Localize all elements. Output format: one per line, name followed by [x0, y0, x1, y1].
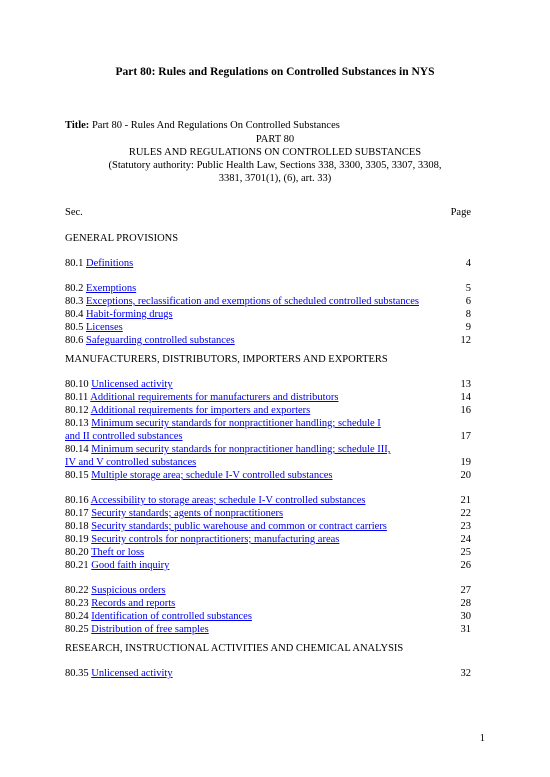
entry-page: 22 — [460, 508, 471, 519]
entry-page: 31 — [460, 624, 471, 635]
entry-page: 24 — [460, 534, 471, 545]
entry-number: 80.13 — [65, 418, 89, 429]
entry-link[interactable]: Suspicious orders — [91, 585, 166, 596]
sec-label: Sec. — [65, 207, 83, 218]
toc-entry — [65, 533, 471, 546]
entry-page: 8 — [465, 309, 471, 320]
entry-link-continuation[interactable]: and II controlled substances — [65, 431, 183, 442]
entry-link[interactable]: Minimum security standards for nonpractitioner handling; schedule III, — [91, 444, 391, 455]
entry-number: 80.5 — [65, 322, 84, 333]
entry-link[interactable]: Good faith inquiry — [91, 560, 170, 571]
toc-entry — [65, 404, 471, 417]
toc-entry — [65, 417, 471, 430]
entry-page: 9 — [465, 322, 471, 333]
entry-number: 80.20 — [65, 547, 89, 558]
entry-link[interactable]: Unlicensed activity — [91, 668, 173, 679]
toc-entry — [65, 443, 471, 456]
toc-entry — [65, 295, 471, 308]
toc-entry — [65, 597, 471, 610]
entry-link[interactable]: Security controls for nonpractitioners; manufacturing areas — [91, 534, 340, 545]
entry-number: 80.1 — [65, 258, 84, 269]
toc-entry — [65, 520, 471, 533]
section-heading-manufacturers: MANUFACTURERS, DISTRIBUTORS, IMPORTERS AND EXPORTERS — [65, 354, 388, 365]
entry-number: 80.15 — [65, 470, 89, 481]
toc-entry-continuation — [65, 456, 471, 469]
section-heading-general: GENERAL PROVISIONS — [65, 233, 179, 244]
entry-link[interactable]: Exceptions, reclassification and exemptions of scheduled controlled substances — [86, 296, 419, 307]
entry-link[interactable]: Definitions — [86, 258, 134, 269]
entry-page: 5 — [465, 283, 471, 294]
section-heading-research: RESEARCH, INSTRUCTIONAL ACTIVITIES AND CHEMICAL ANALYSIS — [65, 643, 404, 654]
entry-page: 25 — [460, 547, 471, 558]
toc-entry — [65, 507, 471, 520]
toc-entry — [65, 610, 471, 623]
entry-number: 80.11 — [65, 392, 89, 403]
entry-number: 80.21 — [65, 560, 89, 571]
part-line: PART 80 — [255, 134, 295, 145]
entry-link[interactable]: Additional requirements for manufacturers and distributors — [90, 392, 339, 403]
entry-link[interactable]: Multiple storage area; schedule I-V controlled substances — [91, 470, 333, 481]
toc-entry — [65, 321, 471, 334]
entry-number: 80.35 — [65, 668, 89, 679]
entry-page: 14 — [460, 392, 471, 403]
entry-page: 28 — [460, 598, 471, 609]
toc-entry-continuation — [65, 430, 471, 443]
entry-link[interactable]: Identification of controlled substances — [91, 611, 252, 622]
entry-number: 80.24 — [65, 611, 89, 622]
part-name: RULES AND REGULATIONS ON CONTROLLED SUBSTANCES — [128, 147, 422, 158]
column-headers — [65, 206, 471, 219]
toc-entry — [65, 391, 471, 404]
entry-page: 30 — [460, 611, 471, 622]
entry-number: 80.3 — [65, 296, 84, 307]
toc-entry — [65, 494, 471, 507]
entry-page: 6 — [465, 296, 471, 307]
authority-line-2: 3381, 3701(1), (6), art. 33) — [218, 173, 332, 184]
toc-entry — [65, 623, 471, 636]
entry-number: 80.19 — [65, 534, 89, 545]
toc-entry — [65, 282, 471, 295]
entry-number: 80.16 — [65, 495, 89, 506]
toc-entry — [65, 584, 471, 597]
entry-page: 26 — [460, 560, 471, 571]
entry-page: 19 — [460, 457, 471, 468]
entry-link[interactable]: Security standards; public warehouse and common or contract carriers — [91, 521, 387, 532]
entry-link[interactable]: Records and reports — [91, 598, 176, 609]
entry-page: 32 — [460, 668, 471, 679]
page-label: Page — [450, 207, 471, 218]
entry-number: 80.6 — [65, 335, 84, 346]
entry-number: 80.18 — [65, 521, 89, 532]
toc-entry — [65, 667, 471, 680]
entry-number: 80.17 — [65, 508, 89, 519]
entry-link[interactable]: Theft or loss — [91, 547, 145, 558]
entry-number: 80.14 — [65, 444, 89, 455]
page-number: 1 — [479, 733, 485, 744]
title-text: Part 80 - Rules And Regulations On Controlled Substances — [91, 120, 340, 131]
entry-number: 80.25 — [65, 624, 89, 635]
entry-link[interactable]: Accessibility to storage areas; schedule I-V controlled substances — [90, 495, 366, 506]
entry-page: 12 — [460, 335, 471, 346]
entry-number: 80.2 — [65, 283, 84, 294]
entry-page: 13 — [460, 379, 471, 390]
toc-entry — [65, 257, 471, 270]
entry-page: 16 — [460, 405, 471, 416]
entry-page: 21 — [460, 495, 471, 506]
entry-link[interactable]: Habit-forming drugs — [86, 309, 173, 320]
entry-link[interactable]: Safeguarding controlled substances — [86, 335, 235, 346]
toc-entry — [65, 378, 471, 391]
entry-link[interactable]: Licenses — [86, 322, 123, 333]
toc-entry — [65, 546, 471, 559]
toc-entry — [65, 469, 471, 482]
entry-link[interactable]: Minimum security standards for nonpractitioner handling; schedule I — [91, 418, 381, 429]
entry-link[interactable]: Security standards; agents of nonpractitioners — [91, 508, 284, 519]
entry-link[interactable]: Additional requirements for importers and exporters — [90, 405, 311, 416]
entry-page: 4 — [465, 258, 471, 269]
title-line — [65, 120, 340, 131]
authority-line-1: (Statutory authority: Public Health Law, Sections 338, 3300, 3305, 3307, 3308, — [108, 160, 442, 171]
entry-number: 80.10 — [65, 379, 89, 390]
entry-link[interactable]: Unlicensed activity — [91, 379, 173, 390]
entry-link[interactable]: Exemptions — [86, 283, 137, 294]
entry-number: 80.12 — [65, 405, 89, 416]
entry-link[interactable]: Distribution of free samples — [91, 624, 209, 635]
entry-number: 80.22 — [65, 585, 89, 596]
toc-entry — [65, 334, 471, 347]
entry-page: 23 — [460, 521, 471, 532]
toc-entry — [65, 308, 471, 321]
entry-link-continuation[interactable]: IV and V controlled substances — [65, 457, 197, 468]
entry-number: 80.4 — [65, 309, 84, 320]
toc-entry — [65, 559, 471, 572]
entry-page: 27 — [460, 585, 471, 596]
entry-page: 17 — [460, 431, 471, 442]
title-label: Title: — [65, 120, 90, 131]
entry-page: 20 — [460, 470, 471, 481]
document-header: Part 80: Rules and Regulations on Controlled Substances in NYS — [115, 66, 435, 78]
entry-number: 80.23 — [65, 598, 89, 609]
